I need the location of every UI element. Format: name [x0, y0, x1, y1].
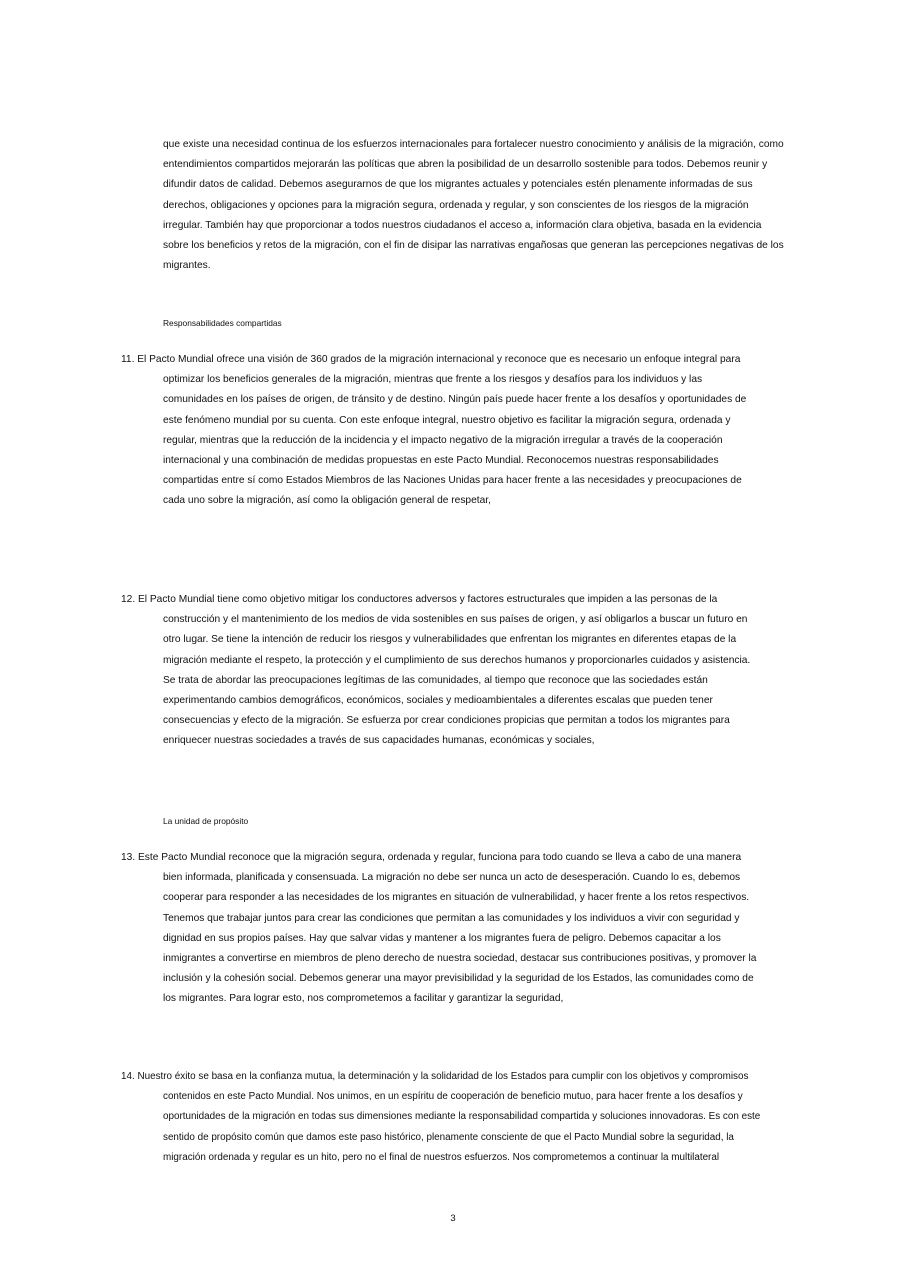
text-line: comunidades en los países de origen, de tránsito y de destino. Ningún país puede hacer frente a los desafíos y oportunidades de [163, 394, 747, 406]
text-line: este fenómeno mundial por su cuenta. Con este enfoque integral, nuestro objetivo es facilitar la migración segura, ordenada y [163, 414, 731, 426]
text-line: difundir datos de calidad. Debemos asegurarnos de que los migrantes actuales y potenciales estén plenamente informadas de sus [163, 179, 753, 191]
text-line: sentido de propósito común que damos este paso histórico, plenamente consciente de que el Pacto Mundial sobre la seguridad, la [163, 1131, 734, 1143]
text-line: inmigrantes a convertirse en miembros de pleno derecho de nuestra sociedad, destacar sus contribuciones positivas, y promover la [163, 952, 757, 964]
text-line: Tenemos que trabajar juntos para crear las condiciones que permitan a las comunidades y los individuos a vivir con seguridad y [163, 912, 740, 924]
text-line: derechos, obligaciones y opciones para la migración segura, ordenada y regular, y son conscientes de los riesgos de la migración [163, 199, 749, 211]
paragraph-13 [121, 848, 756, 1010]
text-line: entendimientos compartidos mejorarán las políticas que abren la posibilidad de un desarrollo sostenible para todos. Debemos reunir y [163, 159, 768, 171]
text-line: oportunidades de la migración en todas sus dimensiones mediante la responsabilidad compartida y soluciones innovadoras. Es con este [163, 1111, 761, 1123]
text-line: internacional y una combinación de medidas propuestas en este Pacto Mundial. Reconocemos nuestras responsabilidades [163, 454, 719, 466]
text-line: construcción y el mantenimiento de los medios de vida sostenibles en sus países de origen, y así obligarlos a buscar un futuro en [163, 614, 748, 626]
text-line: que existe una necesidad continua de los esfuerzos internacionales para fortalecer nuestro conocimiento y análisis de la migración, como [163, 139, 784, 150]
paragraph-12 [121, 590, 750, 752]
text-line: inclusión y la cohesión social. Debemos generar una mayor previsibilidad y la seguridad de los Estados, las comunidades como de [163, 973, 754, 985]
text-line: optimizar los beneficios generales de la migración, mientras que frente a los riesgos y desafíos para los individuos y las [163, 374, 703, 386]
text-line: dignidad en sus propios países. Hay que salvar vidas y mantener a los migrantes fuera de peligro. Debemos capacitar a los [163, 932, 721, 944]
text-line: migración ordenada y regular es un hito, pero no el final de nuestros esfuerzos. Nos comprometemos a continuar la multilateral [163, 1151, 720, 1163]
text-line: los migrantes. Para lograr esto, nos comprometemos a facilitar y garantizar la seguridad, [163, 993, 564, 1005]
text-line: cooperar para responder a las necesidades de los migrantes en situación de vulnerabilidad, y hacer frente a los retos respectivos. [163, 892, 750, 904]
section-heading-shared-responsibilities: Responsabilidades compartidas [163, 318, 282, 328]
text-line: 12. El Pacto Mundial tiene como objetivo mitigar los conductores adversos y factores estructurales que impiden a las personas de la [121, 594, 718, 605]
text-line: otro lugar. Se tiene la intención de reducir los riesgos y vulnerabilidades que enfrentan los migrantes en diferentes etapas de la [163, 634, 737, 646]
page-number: 3 [450, 1213, 456, 1224]
text-line: experimentando cambios demográficos, económicos, sociales y medioambientales a diferentes escalas que pueden tener [163, 694, 713, 706]
text-line: cada uno sobre la migración, así como la obligación general de respetar, [163, 495, 491, 507]
text-line: 14. Nuestro éxito se basa en la confianza mutua, la determinación y la solidaridad de los Estados para cumplir con los objetivos y compromisos [121, 1071, 749, 1082]
text-line: sobre los beneficios y retos de la migración, con el fin de disipar las narrativas engañosas que generan las percepciones negativas de los [163, 239, 784, 251]
text-line: Se trata de abordar las preocupaciones legítimas de las comunidades, al tiempo que reconoce que las sociedades están [163, 674, 708, 686]
paragraph-11 [121, 350, 746, 512]
paragraph-14 [121, 1067, 760, 1168]
text-line: 13. Este Pacto Mundial reconoce que la migración segura, ordenada y regular, funciona para todo cuando se lleva a cabo de una manera [121, 852, 742, 863]
section-heading-unity-of-purpose: La unidad de propósito [163, 816, 249, 826]
text-line: contenidos en este Pacto Mundial. Nos unimos, en un espíritu de cooperación de beneficio mutuo, para hacer frente a los desafíos y [163, 1091, 743, 1103]
text-line: enriquecer nuestras sociedades a través de sus capacidades humanas, económicas y sociales, [163, 735, 595, 747]
text-line: regular, mientras que la reducción de la incidencia y el impacto negativo de la migración irregular a través de la cooperación [163, 434, 723, 446]
text-line: irregular. También hay que proporcionar a todos nuestros ciudadanos el acceso a, información clara objetiva, basada en la evidencia [163, 219, 762, 231]
text-line: migrantes. [163, 260, 211, 272]
text-line: 11. El Pacto Mundial ofrece una visión de 360 grados de la migración internacional y reconoce que es necesario un enfoque integral para [121, 354, 741, 365]
text-line: consecuencias y efecto de la migración. Se esfuerza por crear condiciones propicias que permitan a todos los migrantes para [163, 715, 730, 727]
text-line: migración mediante el respeto, la protección y el cumplimiento de sus derechos humanos y proporcionarles cuidados y asistencia. [163, 654, 751, 666]
paragraph-intro [163, 135, 784, 276]
text-line: compartidas entre sí como Estados Miembros de las Naciones Unidas para hacer frente a las necesidades y preocupaciones de [163, 475, 742, 487]
text-line: bien informada, planificada y consensuada. La migración no debe ser nunca un acto de desesperación. Cuando lo es, debemos [163, 872, 741, 884]
